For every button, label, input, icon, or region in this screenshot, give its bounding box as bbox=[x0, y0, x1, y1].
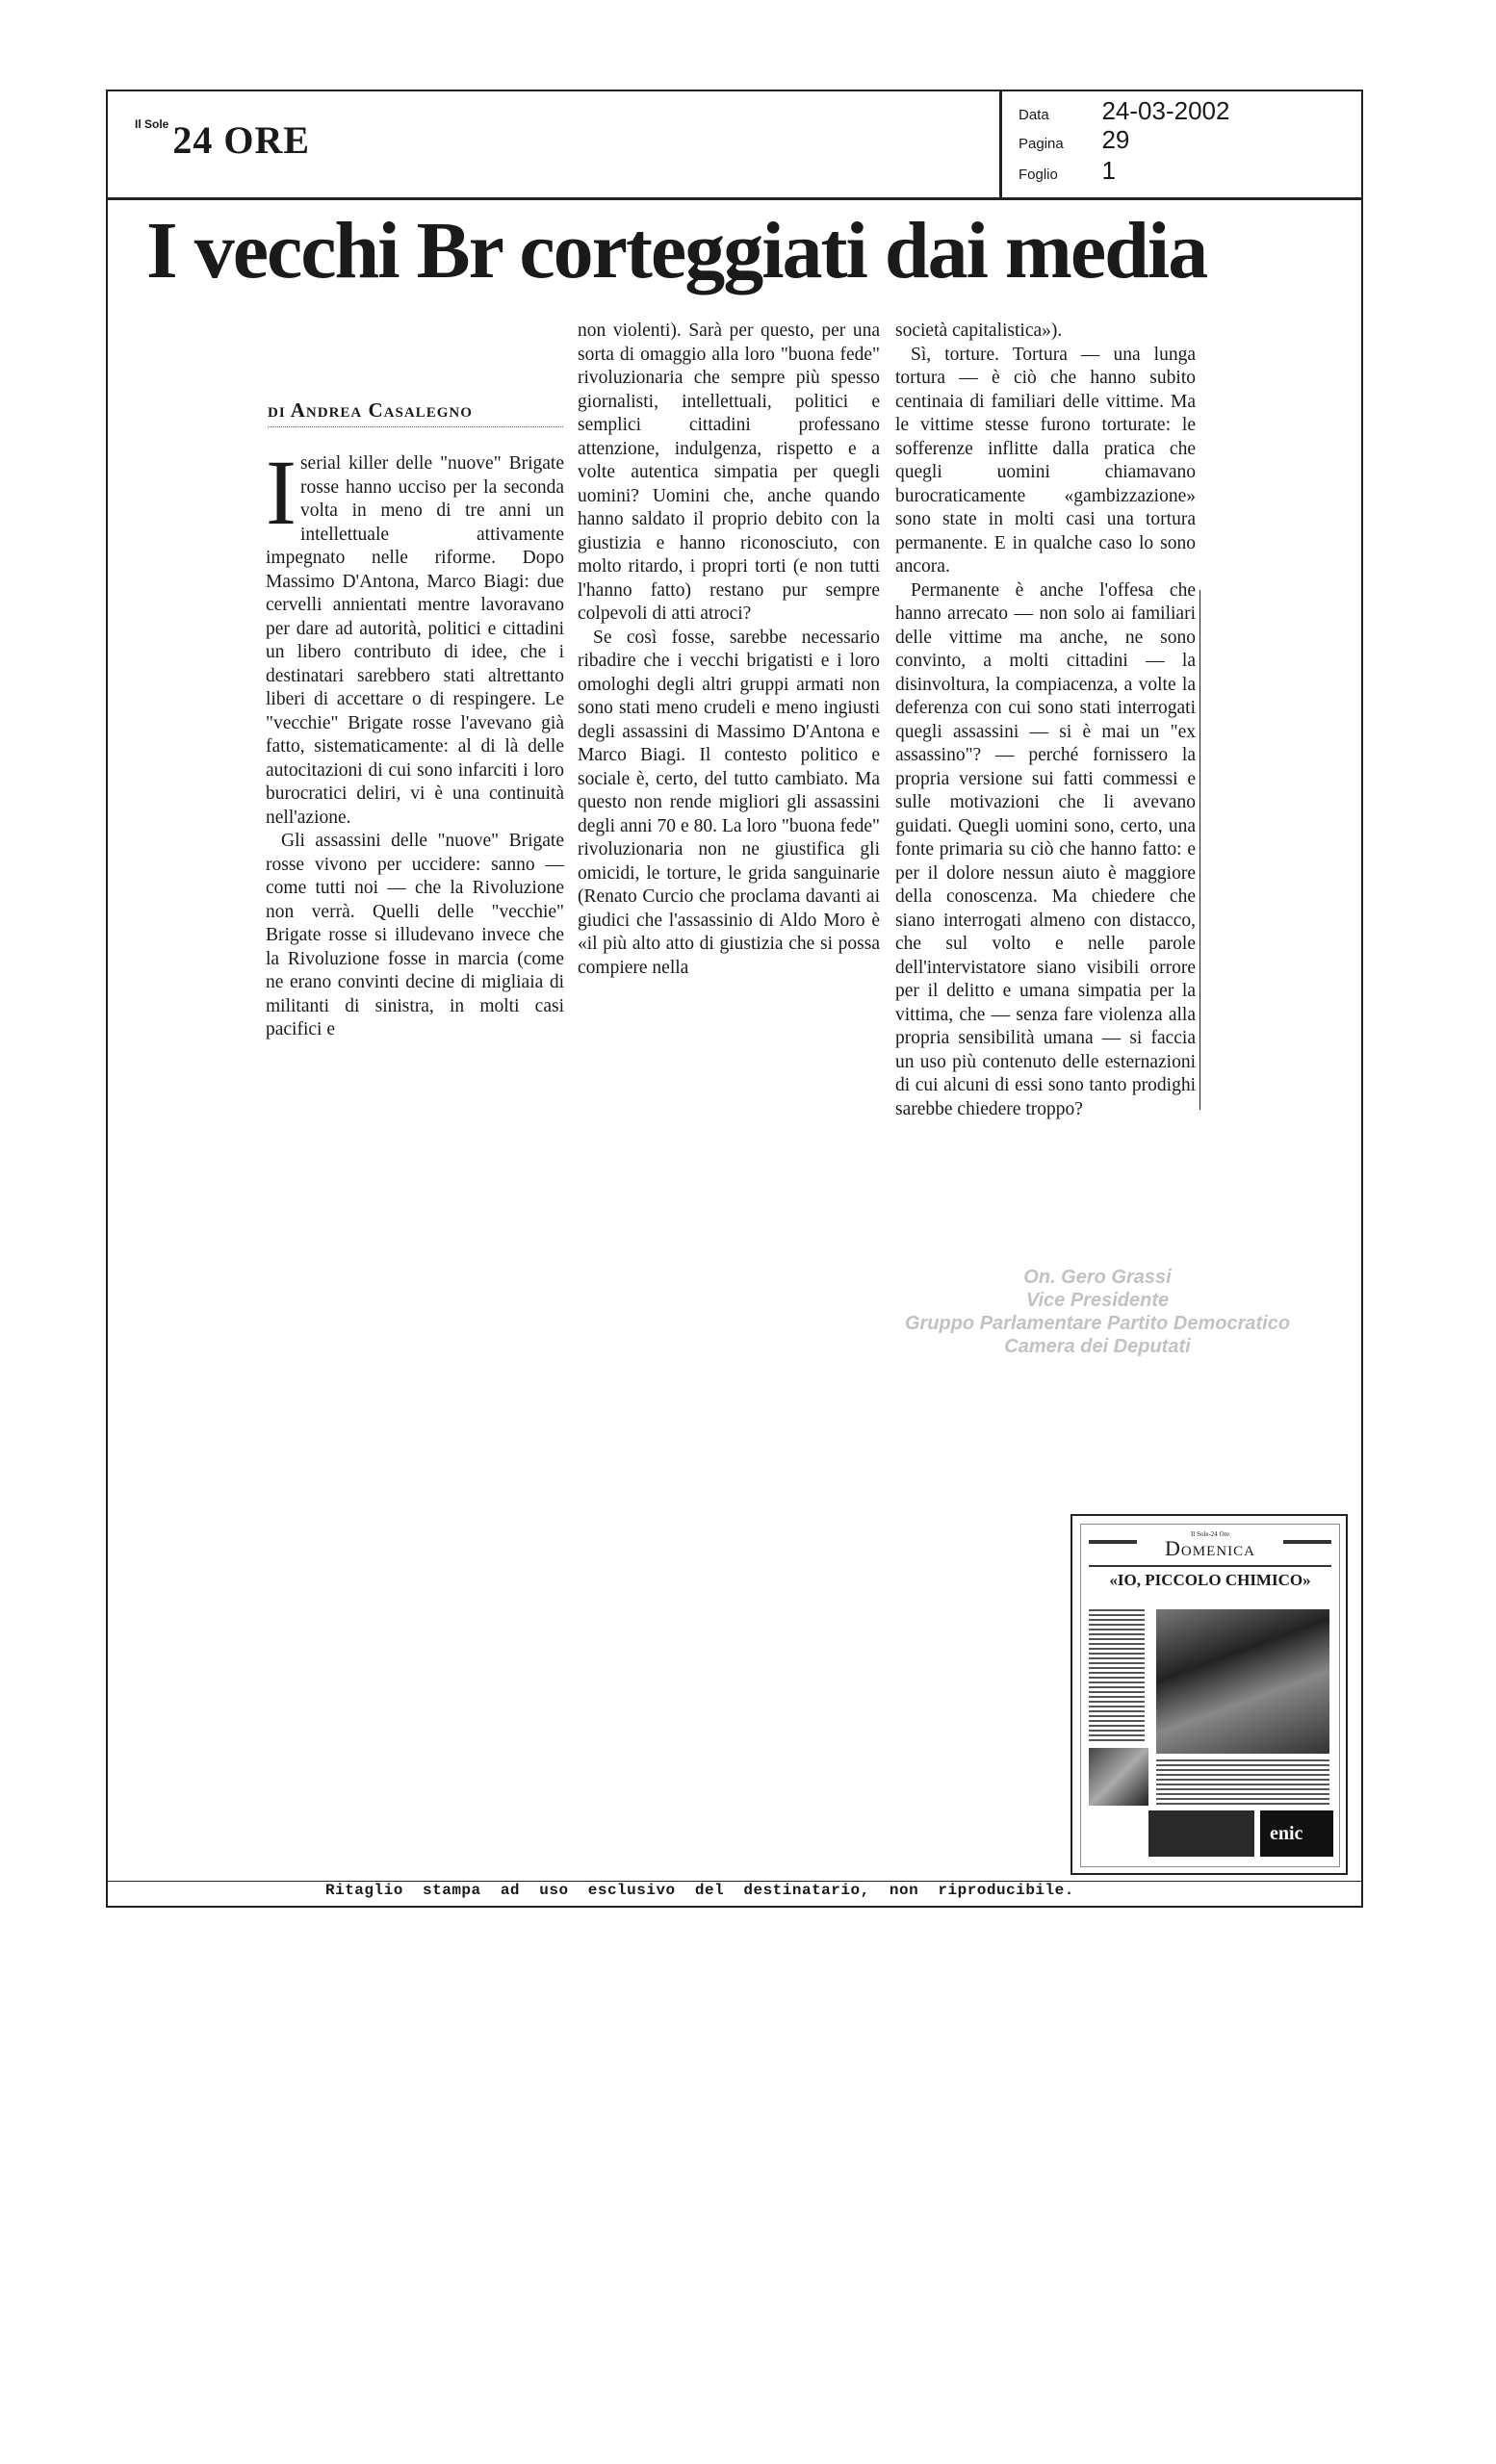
page-label: Pagina bbox=[1019, 136, 1064, 152]
deputy-stamp bbox=[895, 1266, 1300, 1358]
article-column-1 bbox=[266, 441, 564, 1042]
thumbnail-paper-name: Il Sole-24 Ore bbox=[1190, 1530, 1230, 1538]
drop-cap: I bbox=[266, 441, 297, 544]
thumbnail-dark-box bbox=[1148, 1810, 1254, 1857]
thumbnail-ad-text: enic bbox=[1270, 1823, 1303, 1844]
thumbnail-photo bbox=[1156, 1609, 1329, 1754]
date-label: Data bbox=[1019, 107, 1049, 123]
column-2-paragraph-1: non violenti). Sarà per questo, per una sorta di omaggio alla loro "buona fede" rivoluzionaria che sempre più spesso giornalisti, intellettuali, politici e semplici cittadini professano attenzione, indulgenza, rispetto e a volte autentica simpatia per quegli uomini? Uomini che, anche quando hanno saldato il proprio debito con la giustizia e hanno riconosciuto, con molto ritardo, i propri torti (e non tutti l'hanno fatto) restano pur sempre colpevoli di atti atroci? bbox=[578, 321, 880, 624]
column-3-paragraph-1: società capitalistica»). bbox=[895, 321, 1063, 341]
thumbnail-headline: «IO, PICCOLO CHIMICO» bbox=[1109, 1571, 1311, 1589]
front-page-thumbnail bbox=[1070, 1514, 1348, 1875]
sheet-label: Foglio bbox=[1019, 167, 1058, 183]
column-3-paragraph-2: Sì, torture. Tortura — una lunga tortura — è ciò che hanno subito centinaia di familiari delle vittime. Ma le vittime stesse furono torturate: le sofferenze inflitte dalla pratica che quegli uomini chiamavano burocraticamente «gambizzazione» sono state in molti casi una tortura permanente. E in qualche caso lo sono ancora. bbox=[895, 344, 1196, 577]
column-1-paragraph-1-text: serial killer delle "nuove" Brigate rosse hanno ucciso per la seconda volta in meno di tre anni un intellettuale attivamente impegnato nelle riforme. Dopo Massimo D'Antona, Marco Biagi: due cervelli annientati mentre lavoravano per dare ad autorità, politici e cittadini un libero contributo di idee, che i destinatari sarebbero stati altrettanto liberi di accettare o di respingere. Le "vecchie" Brigate rosse l'avevano già fatto, sistematicamente: al di là delle autocitazioni di cui sono infarciti i loro burocratici deliri, vi è una continuità nell'azione. bbox=[266, 453, 564, 828]
thumbnail-masthead: Domenica bbox=[1165, 1536, 1255, 1560]
thumbnail-page bbox=[1080, 1524, 1340, 1867]
sheet-value: 1 bbox=[1101, 156, 1116, 185]
stamp-line-3: Gruppo Parlamentare Partito Democratico bbox=[904, 1313, 1291, 1334]
byline-text: di Andrea Casalegno bbox=[268, 398, 473, 422]
logo-big-text: 24 ORE bbox=[172, 118, 311, 162]
date-value: 24-03-2002 bbox=[1101, 96, 1230, 125]
column-rule bbox=[1199, 590, 1200, 1110]
copyright-notice: Ritaglio stampa ad uso esclusivo del destinatario, non riproducibile. bbox=[325, 1882, 1074, 1899]
stamp-line-1: On. Gero Grassi bbox=[1023, 1267, 1172, 1288]
article-column-3 bbox=[895, 320, 1196, 1121]
article-column-2 bbox=[578, 320, 880, 980]
column-1-paragraph-1 bbox=[266, 441, 564, 830]
article-headline: I vecchi Br corteggiati dai media bbox=[146, 206, 1207, 295]
column-3-paragraph-3: Permanente è anche l'offesa che hanno arrecato — non solo ai familiari delle vittime ma anche, ne sono convinto, a molti cittadini — la disinvoltura, la compiacenza, a volte la deferenza con cui sono stati interrogati quegli assassini — si è mai un "ex assassino"? — perché fornissero la propria versione sui fatti commessi e sulle motivazioni che li avevano guidati. Quegli uomini sono, certo, una fonte primaria su ciò che hanno fatto: e per il dolore nessun aiuto è maggiore della conoscenza. Ma chiedere che siano interrogati almeno con distacco, che sul volto e nelle parole dell'intervistatore siano visibili orrore per il delitto e umana simpatia per la vittima, che — senza fare violenza alla propria sensibilità umana — si faccia un uso più contenuto delle esternazioni di cui alcuni di essi sono tanto prodighi sarebbe chiedere troppo? bbox=[895, 579, 1196, 1119]
thumbnail-masthead-rule bbox=[1089, 1565, 1331, 1567]
meta-sheet-row bbox=[1019, 156, 1116, 186]
thumbnail-text-block bbox=[1089, 1609, 1145, 1744]
article-byline bbox=[268, 398, 563, 427]
column-1-paragraph-2: Gli assassini delle "nuove" Brigate rosse vivono per uccidere: sanno — come tutti noi — che la Rivoluzione non verrà. Quelli delle "vecchie" Brigate rosse si illudevano invece che la Rivoluzione fosse in marcia (come ne erano convinti decine di migliaia di militanti di sinistra, in molti casi pacifici e bbox=[266, 831, 564, 1040]
newspaper-logo bbox=[135, 117, 310, 163]
meta-page-row bbox=[1019, 125, 1129, 155]
stamp-line-4: Camera dei Deputati bbox=[1004, 1336, 1191, 1357]
column-2-paragraph-2: Se così fosse, sarebbe necessario ribadire che i vecchi brigatisti e i loro omologhi degli altri gruppi armati non sono stati meno crudeli e meno ingiusti degli assassini di Massimo D'Antona e Marco Biagi. Il contesto politico e sociale è, certo, del tutto cambiato. Ma questo non rende migliori gli assassini degli anni 70 e 80. La loro "buona fede" rivoluzionaria non ne giustifica gli omicidi, le torture, le grida sanguinarie (Renato Curcio che proclama davanti ai giudici che l'assassinio di Aldo Moro è «il più alto atto di giustizia che si possa compiere nella bbox=[578, 627, 880, 978]
meta-date-row bbox=[1019, 96, 1229, 126]
logo-small-text: Il Sole bbox=[135, 117, 169, 131]
thumbnail-text-block-2 bbox=[1156, 1759, 1329, 1806]
page-value: 29 bbox=[1101, 125, 1130, 154]
stamp-line-2: Vice Presidente bbox=[1025, 1290, 1170, 1311]
thumbnail-photo-small bbox=[1089, 1748, 1148, 1806]
